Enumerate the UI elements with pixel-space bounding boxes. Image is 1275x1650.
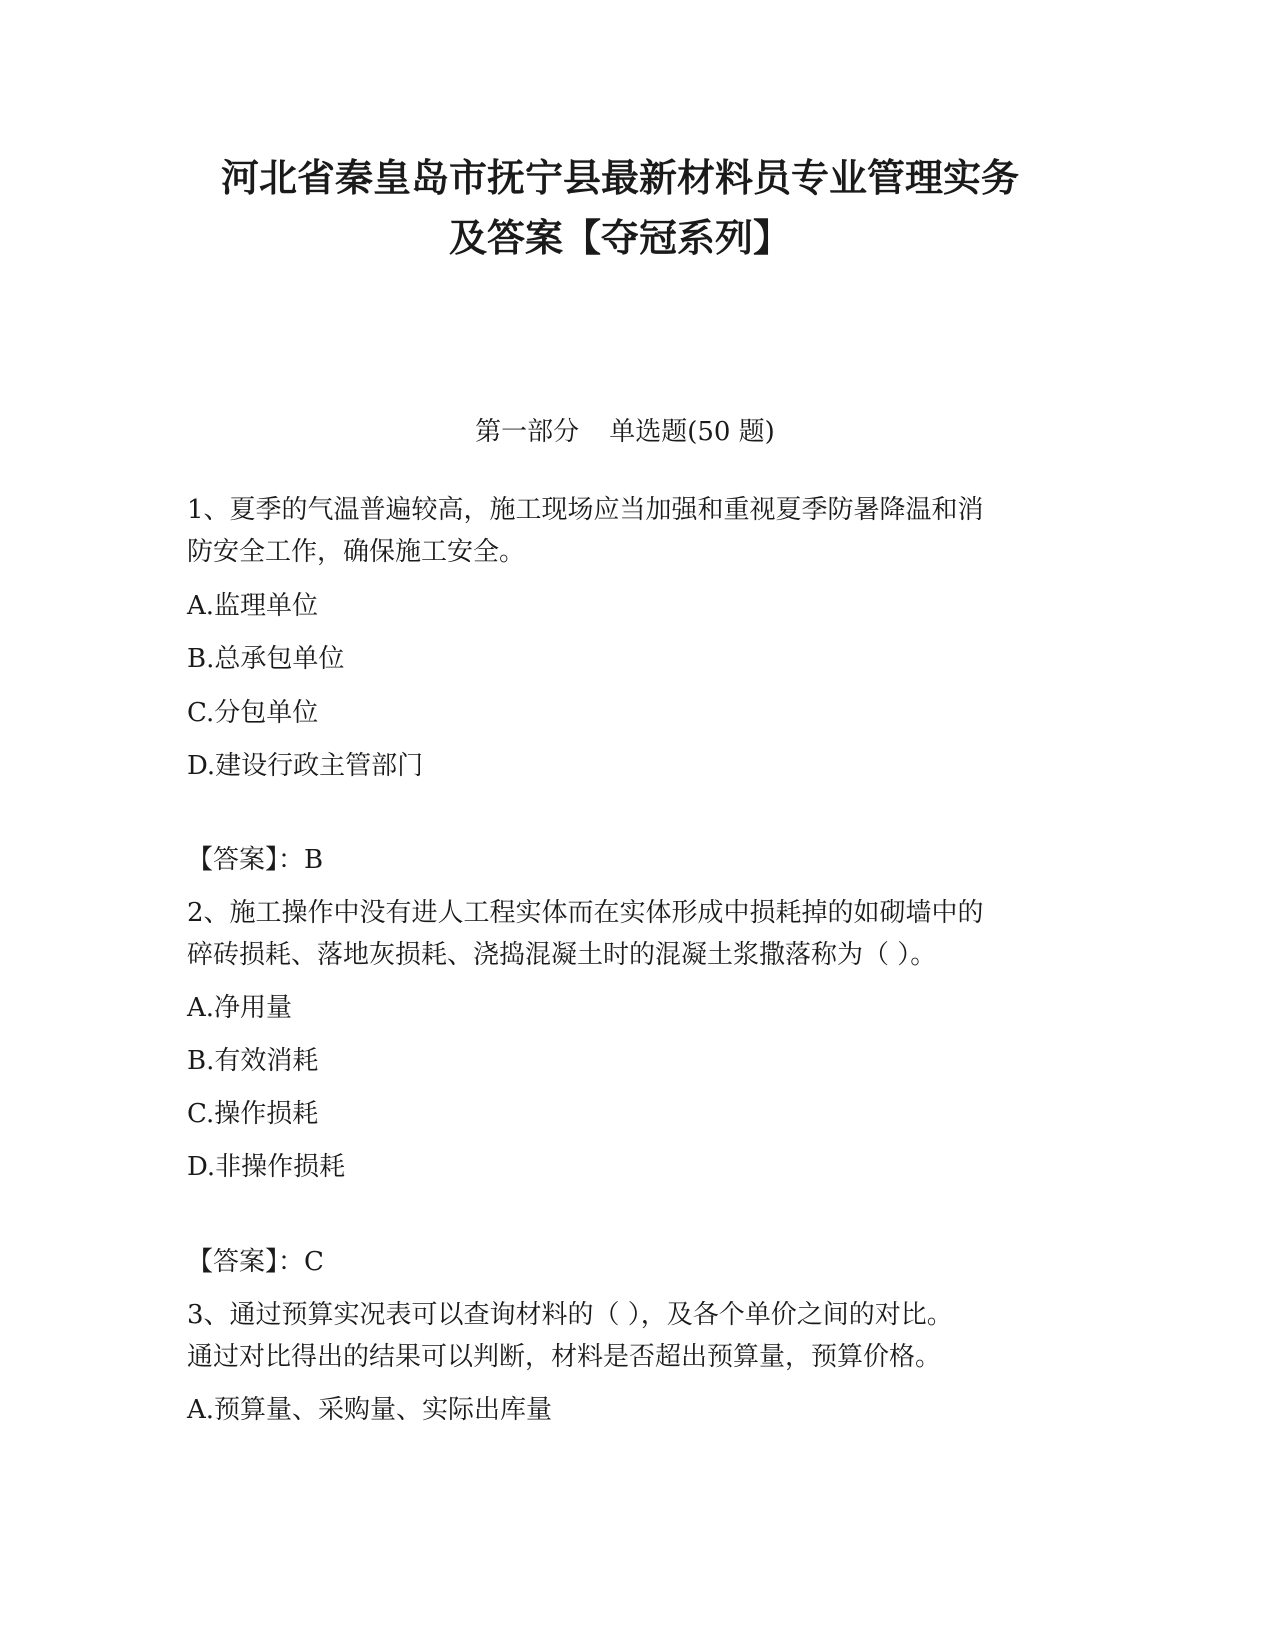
section-name: 单选题(50 题) bbox=[609, 417, 775, 447]
answer-label: 【答案】： bbox=[187, 1247, 305, 1277]
question-2-option-c: C.操作损耗 bbox=[187, 1099, 319, 1129]
section-heading bbox=[180, 414, 1070, 450]
question-1-answer bbox=[187, 842, 323, 878]
question-2-option-d: D.非操作损耗 bbox=[187, 1152, 346, 1182]
question-2-answer bbox=[187, 1244, 324, 1280]
question-3-stem-line-2: 通过对比得出的结果可以判断，材料是否超出预算量，预算价格。 bbox=[187, 1342, 942, 1372]
title-line-1: 河北省秦皇岛市抚宁县最新材料员专业管理实务 bbox=[220, 156, 1019, 200]
question-3-option-a: A.预算量、采购量、实际出库量 bbox=[187, 1395, 553, 1425]
question-2-option-a: A.净用量 bbox=[187, 993, 293, 1023]
question-2-stem-line-1: 2、施工操作中没有进人工程实体而在实体形成中损耗掉的如砌墙中的 bbox=[187, 898, 984, 928]
question-3-stem-line-1: 3、通过预算实况表可以查询材料的（ ），及各个单价之间的对比。 bbox=[187, 1300, 953, 1330]
question-2-stem-line-2: 碎砖损耗、落地灰损耗、浇捣混凝土时的混凝土浆撒落称为（ ）。 bbox=[187, 940, 937, 970]
question-1-option-a: A.监理单位 bbox=[187, 591, 319, 621]
title-line-2: 及答案【夺冠系列】 bbox=[448, 216, 791, 260]
answer-label: 【答案】： bbox=[187, 845, 305, 875]
question-1-stem-line-1: 1、夏季的气温普遍较高，施工现场应当加强和重视夏季防暑降温和消 bbox=[187, 495, 984, 525]
question-1-option-d: D.建设行政主管部门 bbox=[187, 751, 424, 781]
question-1-option-b: B.总承包单位 bbox=[187, 644, 345, 674]
question-1-stem-line-2: 防安全工作，确保施工安全。 bbox=[187, 537, 526, 567]
question-2-option-b: B.有效消耗 bbox=[187, 1046, 319, 1076]
answer-value: B bbox=[304, 845, 324, 875]
document-title bbox=[180, 148, 1060, 268]
section-part: 第一部分 bbox=[475, 417, 580, 447]
answer-value: C bbox=[304, 1247, 324, 1277]
question-1-option-c: C.分包单位 bbox=[187, 698, 319, 728]
